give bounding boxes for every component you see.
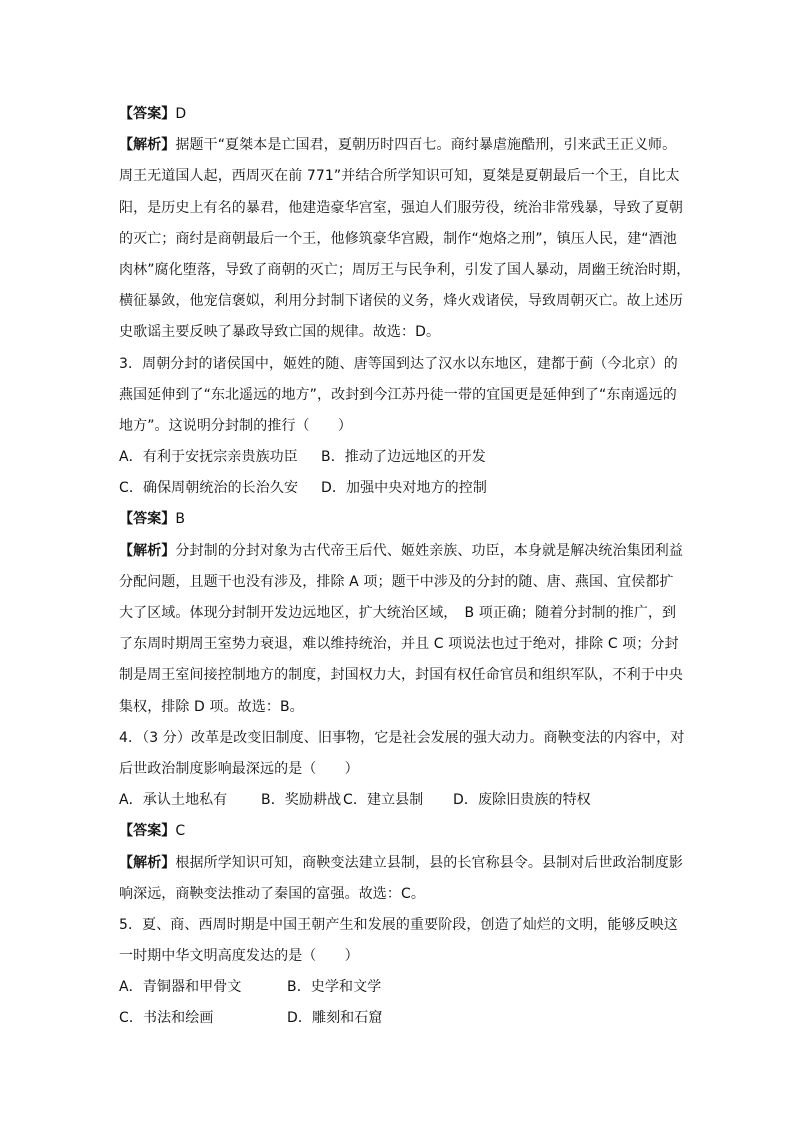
option-item: B．奖励耕战 [261, 792, 342, 809]
text-line: 后世政治制度影响最深远的是（ ） [119, 760, 359, 777]
analysis-text: 分封制的分封对象为古代帝王后代、姬姓亲族、功臣，本身就是解决统治集团利益 [175, 542, 684, 559]
text-line: 周王无道国人起，西周灭在前 771”并结合所学知识可知，夏桀是夏朝最后一个王，自比太 [119, 168, 680, 185]
analysis-tag: 【解析】 [119, 854, 176, 871]
text-line: 3．周朝分封的诸侯国中，姬姓的随、唐等国到达了汉水以东地区，建都于蓟（今北京）的 [119, 355, 678, 372]
text-line: 集权，排除 D 项。故选：B。 [119, 698, 304, 715]
analysis-text: 据题干“夏桀本是亡国君，夏朝历时四百七。商纣暴虐施酷刑，引来武王正义师。 [175, 137, 677, 154]
text-line: 响深远，商鞅变法推动了秦国的富强。故选：C。 [119, 885, 425, 902]
text-line: 制是周王室间接控制地方的制度，封国权力大，封国有权任命官员和组织军队，不利于中央 [119, 667, 683, 684]
text-line: 的灭亡；商纣是商朝最后一个王，他修筑豪华宫殿，制作“炮烙之刑”，镇压人民，建“酒池 [119, 230, 677, 247]
analysis-line [119, 848, 684, 879]
option-item: D．雕刻和石窟 [287, 1010, 383, 1027]
answer-text: B [175, 511, 186, 528]
analysis-tag: 【解析】 [119, 542, 176, 559]
text-line: 横征暴敛，他宠信褒姒，利用分封制下诸侯的义务，烽火戏诸侯，导致周朝灭亡。故上述历 [119, 293, 683, 310]
options-line [119, 1003, 679, 1034]
text-line: 阳，是历史上有名的暴君，他建造豪华宫室，强迫人们服劳役，统治非常残暴，导致了夏朝 [119, 199, 683, 216]
option-item: C．书法和绘画 [119, 1010, 214, 1027]
answer-line [119, 504, 679, 535]
option-item: A．有利于安抚宗亲贵族功臣 [119, 449, 298, 466]
analysis-line [119, 536, 684, 567]
text-line: 肉林”腐化堕落，导致了商朝的灭亡；周厉王与民争利，引发了国人暴动，周幽王统治时期， [119, 261, 691, 278]
options-line [119, 972, 679, 1003]
option-item: D．废除旧贵族的特权 [453, 792, 591, 809]
option-item: D．加强中央对地方的控制 [321, 480, 487, 497]
answer-tag: 【答案】 [119, 823, 176, 840]
option-item: A．承认土地私有 [119, 792, 228, 809]
options-line [119, 473, 679, 504]
text-line: 5．夏、商、西周时期是中国王朝产生和发展的重要阶段，创造了灿烂的文明，能够反映这 [119, 916, 678, 933]
answer-text: C [175, 823, 186, 840]
text-line: 4．（3 分）改革是改变旧制度、旧事物，它是社会发展的强大动力。商鞅变法的内容中，对 [119, 729, 685, 746]
option-item: C．确保周朝统治的长治久安 [119, 480, 299, 497]
answer-text: D [175, 106, 187, 122]
text-line: 史歌谣主要反映了暴政导致亡国的规律。故选：D。 [119, 324, 441, 341]
text-line: 地方”。这说明分封制的推行（ ） [119, 417, 352, 434]
analysis-tag: 【解析】 [119, 137, 176, 154]
options-line [119, 442, 679, 473]
answer-line [119, 99, 679, 130]
text-line: 分配问题，且题干也没有涉及，排除 A 项；题干中涉及的分封的随、唐、燕国、宜侯都扩 [119, 573, 674, 590]
analysis-line [119, 130, 679, 161]
answer-tag: 【答案】 [119, 511, 176, 528]
text-line: 大了区域。体现分封制开发边远地区，扩大统治区域， B 项正确；随着分封制的推广，到 [119, 605, 677, 621]
answer-line [119, 816, 679, 847]
options-line [119, 785, 679, 816]
analysis-text: 根据所学知识可知，商鞅变法建立县制，县的长官称县令。县制对后世政治制度影 [175, 854, 684, 871]
document-body [119, 99, 691, 1035]
option-item: A．青铜器和甲骨文 [119, 979, 242, 996]
option-item: B．推动了边远地区的开发 [321, 449, 486, 466]
text-line: 了东周时期周王室势力衰退，难以维持统治，并且 C 项说法也过于绝对，排除 C 项；分封 [119, 636, 679, 653]
option-item: B．史学和文学 [287, 979, 382, 996]
text-line: 一时期中华文明高度发达的是（ ） [119, 948, 359, 965]
answer-tag: 【答案】 [119, 106, 176, 122]
option-item: C．建立县制 [343, 792, 424, 809]
text-line: 燕国延伸到了“东北遥远的地方”，改封到今江苏丹徒一带的宜国更是延伸到了“东南遥远的 [119, 386, 677, 403]
